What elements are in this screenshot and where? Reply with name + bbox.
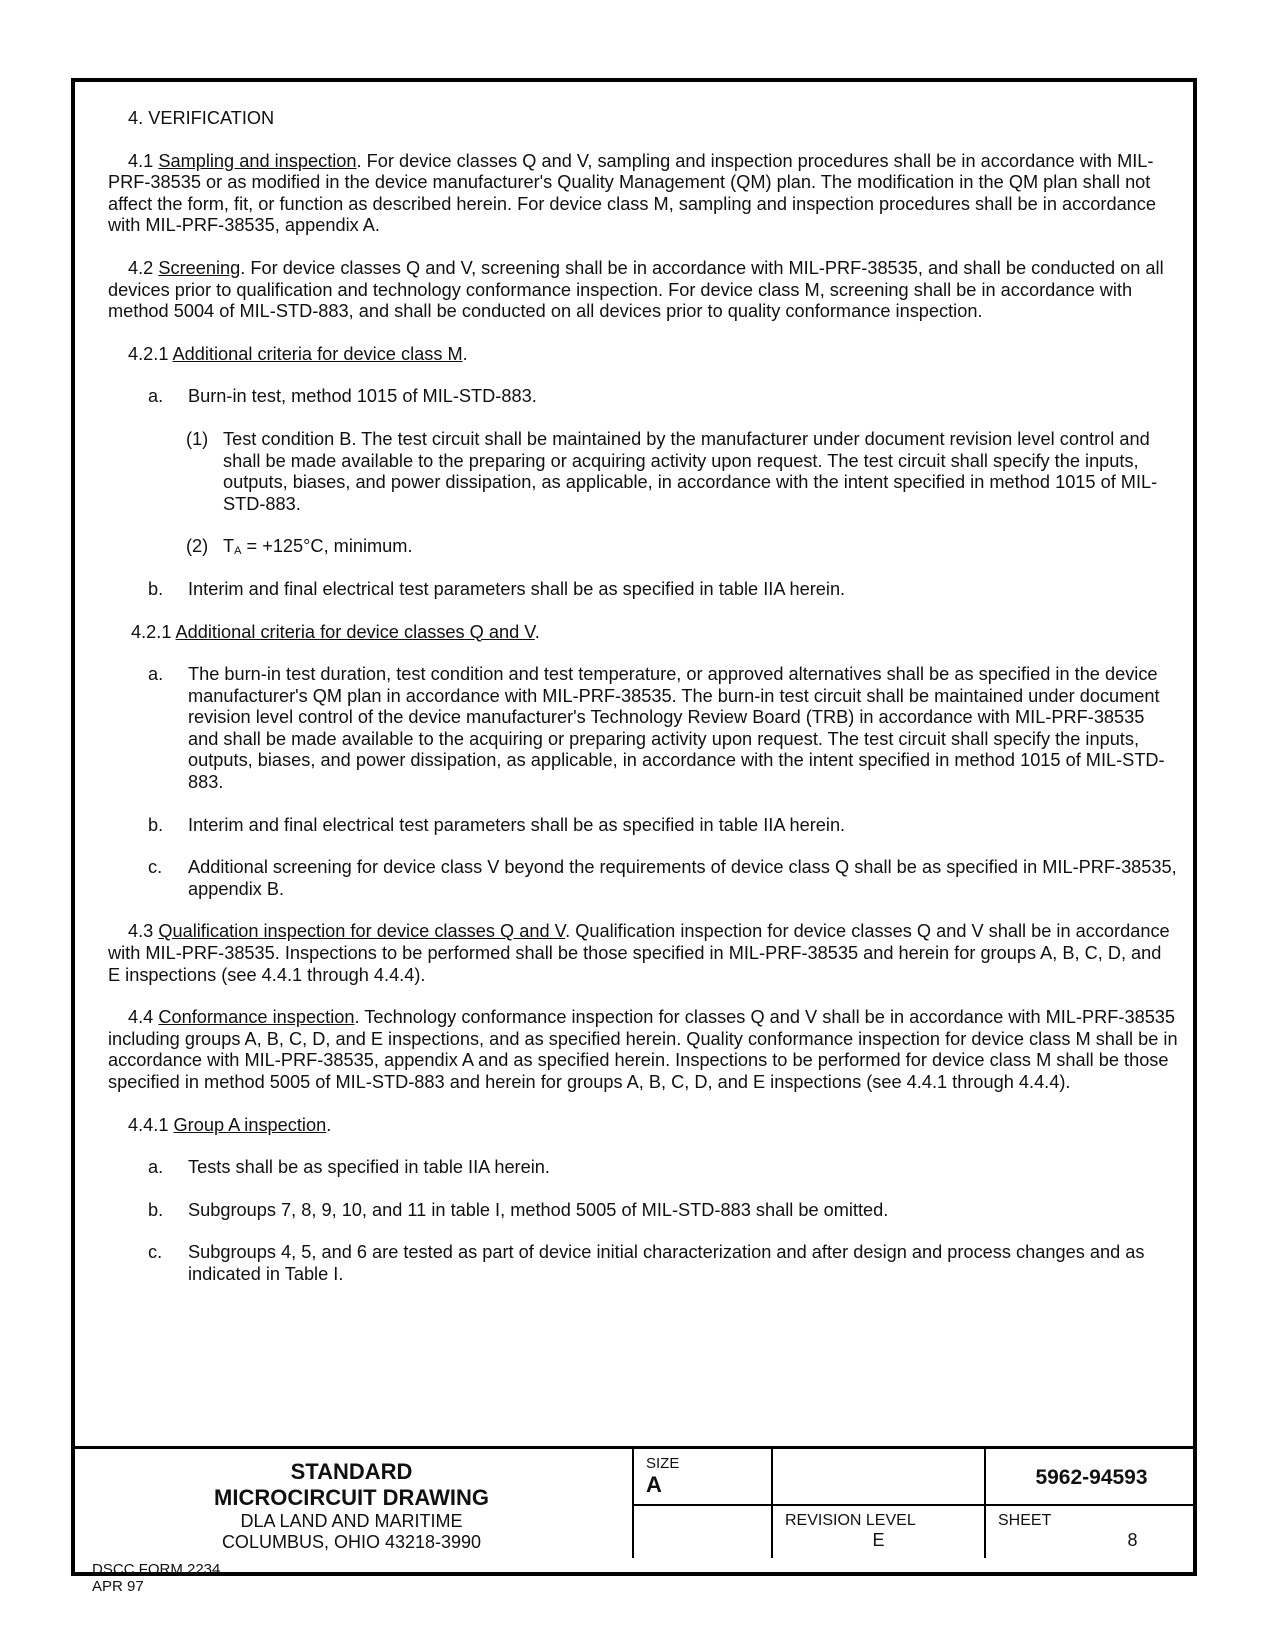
form-number: DSCC FORM 2234 xyxy=(92,1561,221,1578)
agency-address: COLUMBUS, OHIO 43218-3990 xyxy=(221,1532,482,1552)
list-item-text: Subgroups 7, 8, 9, 10, and 11 in table I, method 5005 of MIL-STD-883 shall be omitted. xyxy=(188,1199,889,1220)
para-4-4 xyxy=(108,1007,1178,1093)
sheet-cell xyxy=(986,1506,1197,1558)
numbered-item-label: (2) xyxy=(186,536,209,557)
para-4-2-1-class-m-heading xyxy=(108,344,1178,366)
title-block-agency xyxy=(71,1449,634,1558)
numbered-item xyxy=(108,536,1178,558)
revision-cell xyxy=(773,1506,986,1558)
section-4-heading: 4. VERIFICATION xyxy=(128,108,275,128)
list-item-label: a. xyxy=(148,386,164,407)
size-cell xyxy=(634,1449,773,1506)
para-4-1 xyxy=(108,151,1178,237)
para-4-2-text: . For device classes Q and V, screening shall be in accordance with MIL-PRF-38535, and shall be conducted on all devices prior to qualification and technology conformance inspection. For device class M, screening shall be in accordance with method 5004 of MIL-STD-883, and shall be conducted on all devices prior to quality conformance inspection. xyxy=(108,257,1164,322)
para-4-2-1-number: 4.2.1 xyxy=(131,621,176,642)
para-4-4-1-end: . xyxy=(326,1114,332,1135)
para-4-1-title: Sampling and inspection xyxy=(158,150,357,171)
temp-value: = +125°C, minimum. xyxy=(241,536,413,557)
temp-subscript: A xyxy=(234,545,242,558)
para-4-3-text: . Qualification inspection for device classes Q and V shall be in accordance with MIL-PRF-38535. Inspections to be performed shall be those specified in MIL-PRF-38535 and herein for groups A, B, C, D, and E inspections (see 4.4.1 through 4.4.4). xyxy=(108,921,1170,985)
list-item xyxy=(108,815,1178,837)
list-item-text: The burn-in test duration, test condition and test temperature, or approved alternatives shall be as specified in the device manufacturer's QM plan in accordance with MIL-PRF-38535. The burn-in test circuit shall be maintained under document revision level control of the device manufacturer's Technology Review Board (TRB) in accordance with MIL-PRF-38535 and shall be made available to the acquiring or preparing activity upon request. The test circuit shall specify the inputs, outputs, biases, and power dissipation, as applicable, in accordance with the intent specified in method 1015 of MIL-STD-883. xyxy=(188,664,1165,793)
list-item xyxy=(108,1200,1178,1222)
blank-cell xyxy=(634,1506,773,1558)
para-4-2-number: 4.2 xyxy=(128,257,159,278)
list-item-text: Subgroups 4, 5, and 6 are tested as part of device initial characterization and after design and process changes and as indicated in Table I. xyxy=(188,1242,1145,1284)
list-item-text: Additional screening for device class V beyond the requirements of device class Q shall be as specified in MIL-PRF-38535, appendix B. xyxy=(188,857,1177,899)
sheet-value: 8 xyxy=(1127,1530,1138,1550)
para-4-2-1-end: . xyxy=(462,343,468,364)
numbered-item-label: (1) xyxy=(186,428,209,449)
para-4-2-1-title: Additional criteria for device classes Q and V xyxy=(175,621,535,642)
list-item-text: Interim and final electrical test parameters shall be as specified in table IIA herein. xyxy=(188,578,846,599)
list-item xyxy=(108,579,1178,601)
list-item-text: Interim and final electrical test parameters shall be as specified in table IIA herein. xyxy=(188,814,846,835)
para-4-3-number: 4.3 xyxy=(128,921,159,942)
blank-cell xyxy=(773,1449,986,1506)
list-item-label: b. xyxy=(148,814,164,835)
para-4-2-1-title: Additional criteria for device class M xyxy=(172,343,463,364)
drawing-number: 5962-94593 xyxy=(986,1449,1197,1506)
para-4-2 xyxy=(108,258,1178,323)
temp-symbol: T xyxy=(223,536,235,557)
numbered-item xyxy=(108,429,1178,515)
list-item-label: b. xyxy=(148,1199,164,1220)
form-date: APR 97 xyxy=(92,1578,144,1595)
para-4-1-text: . For device classes Q and V, sampling and inspection procedures shall be in accordance with MIL-PRF-38535 or as modified in the device manufacturer's Quality Management (QM) plan. The modification in the QM plan shall not affect the form, fit, or function as described herein. For device class M, sampling and inspection procedures shall be in accordance with MIL-PRF-38535, appendix A. xyxy=(108,150,1157,236)
para-4-4-title: Conformance inspection xyxy=(158,1007,355,1028)
para-4-2-1-number: 4.2.1 xyxy=(128,343,173,364)
para-4-2-1-class-qv-heading xyxy=(108,622,1178,644)
numbered-item-text xyxy=(223,536,1178,558)
para-4-2-1-end: . xyxy=(534,621,540,642)
list-item-label: a. xyxy=(148,664,164,685)
para-4-4-1-heading xyxy=(108,1115,1178,1137)
list-item xyxy=(108,1157,1178,1179)
para-4-4-1-number: 4.4.1 xyxy=(128,1114,174,1135)
list-item-label: c. xyxy=(148,1242,163,1263)
list-item-label: b. xyxy=(148,578,164,599)
list-item-text: Burn-in test, method 1015 of MIL-STD-883. xyxy=(188,386,537,407)
para-4-1-number: 4.1 xyxy=(128,150,159,171)
revision-value: E xyxy=(872,1530,885,1550)
revision-label: REVISION LEVEL xyxy=(785,1512,916,1529)
list-item xyxy=(108,386,1178,408)
para-4-4-text: . Technology conformance inspection for classes Q and V shall be in accordance with MIL-PRF-38535 including groups A, B, C, D, and E inspections, and as specified herein. Quality conformance inspection for device class M shall be in accordance with MIL-PRF-38535, appendix A and as specified herein. Inspections to be performed for device class M shall be those specified in method 5005 of MIL-STD-883 and herein for groups A, B, C, D, and E inspections (see 4.4.1 through 4.4.4). xyxy=(108,1007,1178,1092)
title-block xyxy=(71,1446,1197,1558)
para-4-4-1-title: Group A inspection xyxy=(173,1114,327,1135)
size-value: A xyxy=(646,1472,662,1497)
para-4-2-title: Screening xyxy=(158,257,241,278)
sheet-label: SHEET xyxy=(998,1512,1052,1529)
list-item xyxy=(108,1242,1178,1285)
agency-name: DLA LAND AND MARITIME xyxy=(240,1511,463,1531)
title-standard: STANDARD xyxy=(290,1459,413,1484)
size-label: SIZE xyxy=(646,1455,680,1472)
numbered-item-text: Test condition B. The test circuit shall be maintained by the manufacturer under document revision level control and shall be made available to the preparing or acquiring activity upon request. The test circuit shall specify the inputs, outputs, biases, and power dissipation, as applicable, in accordance with the intent specified in method 1015 of MIL-STD-883. xyxy=(223,428,1158,514)
list-item xyxy=(108,664,1178,794)
document-body xyxy=(108,108,1178,1307)
list-item xyxy=(108,857,1178,900)
para-4-3 xyxy=(108,921,1178,986)
title-microcircuit-drawing: MICROCIRCUIT DRAWING xyxy=(214,1485,489,1510)
form-identifier xyxy=(92,1561,220,1595)
list-item-text: Tests shall be as specified in table IIA herein. xyxy=(188,1157,550,1178)
list-item-label: c. xyxy=(148,857,163,878)
para-4-4-number: 4.4 xyxy=(128,1007,159,1028)
list-item-label: a. xyxy=(148,1157,164,1178)
para-4-3-title: Qualification inspection for device classes Q and V xyxy=(158,921,566,942)
